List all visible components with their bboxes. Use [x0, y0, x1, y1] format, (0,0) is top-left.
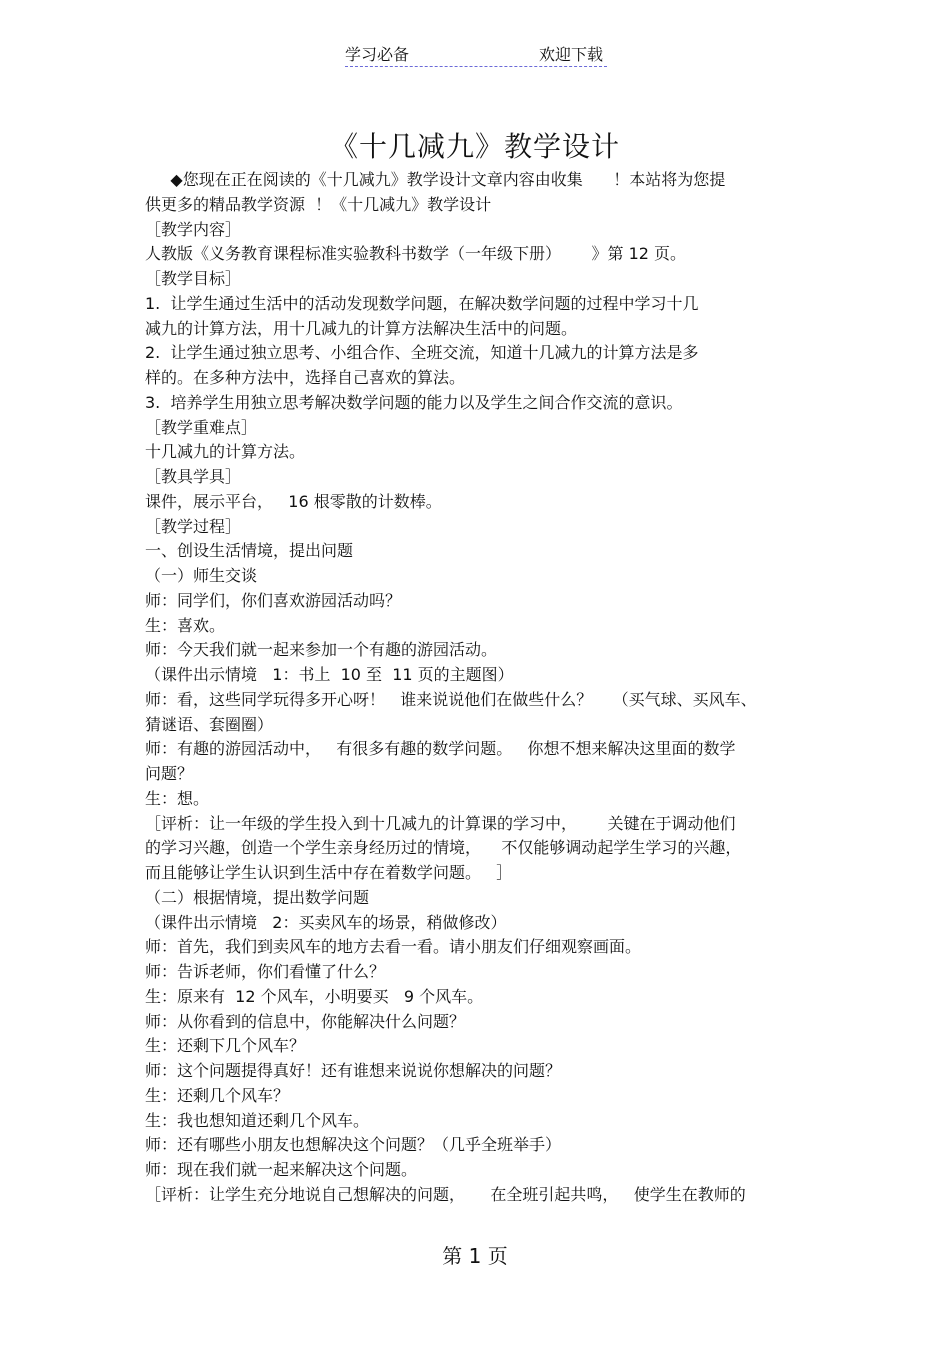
- text-line: 减九的计算方法，用十几减九的计算方法解决生活中的问题。: [145, 318, 578, 338]
- text-line: 供更多的精品教学资源 ！《十几减九》教学设计: [145, 194, 492, 214]
- text-line: 问题？: [145, 764, 194, 783]
- text-line: ［教学重难点］: [145, 417, 258, 437]
- text-line: 而且能够让学生认识到生活中存在着数学问题。 ］: [145, 863, 513, 882]
- text-line: 生：原来有 12 个风车，小明要买 9 个风车。: [145, 986, 484, 1006]
- text-line: （课件出示情境 1：书上 10 至 11 页的主题图）: [145, 665, 514, 684]
- text-line: 师：今天我们就一起来参加一个有趣的游园活动。: [145, 640, 498, 660]
- text-line: ［教学内容］: [145, 219, 242, 239]
- header-left-text: 学习必备: [345, 45, 410, 64]
- text-line: ［教学目标］: [145, 269, 242, 288]
- text-line: 师：告诉老师，你们看懂了什么？: [145, 962, 386, 981]
- text-line: （一）师生交谈: [145, 566, 258, 585]
- text-line: 人教版《义务教育课程标准实验教科书数学（一年级下册） 》第 12 页。: [145, 244, 687, 264]
- text-line: 1. 让学生通过生活中的活动发现数学问题，在解决数学问题的过程中学习十几: [145, 293, 699, 313]
- document-body: [145, 168, 807, 1208]
- text-line: 生：还剩几个风车？: [145, 1085, 290, 1105]
- text-line: 师：有趣的游园活动中， 有很多有趣的数学问题。 你想不想来解决这里面的数学: [145, 739, 736, 759]
- page-header: [345, 40, 607, 67]
- text-line: 2. 让学生通过独立思考、小组合作、全班交流，知道十几减九的计算方法是多: [145, 343, 699, 363]
- text-line: 3. 培养学生用独立思考解决数学问题的能力以及学生之间合作交流的意识。: [145, 392, 683, 412]
- text-line: 十几减九的计算方法。: [145, 442, 306, 462]
- text-line: 师：这个问题提得真好！还有谁想来说说你想解决的问题？: [145, 1061, 562, 1080]
- text-line: 师：还有哪些小朋友也想解决这个问题？（几乎全班举手）: [145, 1135, 562, 1155]
- text-line: ［评析：让一年级的学生投入到十几减九的计算课的学习中， 关键在于调动他们: [145, 813, 736, 833]
- text-line: 师：首先，我们到卖风车的地方去看一看。请小朋友们仔细观察画面。: [145, 937, 642, 957]
- text-line: （课件出示情境 2：买卖风车的场景，稍做修改）: [145, 912, 507, 932]
- text-line: ［评析：让学生充分地说自己想解决的问题， 在全班引起共鸣， 使学生在教师的: [145, 1184, 746, 1204]
- text-line: 课件，展示平台， 16 根零散的计数棒。: [145, 491, 442, 511]
- document-title: 《十几减九》教学设计: [329, 130, 620, 163]
- text-line: 的学习兴趣，创造一个学生亲身经历过的情境， 不仅能够调动起学生学习的兴趣，: [145, 838, 742, 858]
- text-line: 生：想。: [145, 788, 210, 808]
- text-line: 一、创设生活情境，提出问题: [145, 541, 354, 561]
- text-line: 猜谜语、套圈圈）: [145, 714, 274, 734]
- text-line: ［教学过程］: [145, 516, 242, 536]
- text-line: 生：喜欢。: [145, 615, 226, 635]
- header-right-text: 欢迎下载: [538, 45, 603, 64]
- text-line: 师：现在我们就一起来解决这个问题。: [145, 1160, 418, 1179]
- text-line: 师：同学们，你们喜欢游园活动吗？: [145, 590, 402, 610]
- text-line: 师：看，这些同学玩得多开心呀！ 谁来说说他们在做些什么？ （买气球、买风车、: [145, 689, 757, 709]
- text-line: （二）根据情境，提出数学问题: [145, 887, 370, 907]
- text-line: 师：从你看到的信息中，你能解决什么问题？: [145, 1011, 466, 1031]
- text-line: 样的。在多种方法中，选择自己喜欢的算法。: [145, 368, 466, 387]
- page-number: 第 1 页: [442, 1244, 508, 1268]
- text-line: ◆您现在正在阅读的《十几减九》教学设计文章内容由收集 ！本站将为您提: [145, 170, 726, 189]
- text-line: ［教具学具］: [145, 467, 242, 486]
- text-line: 生：我也想知道还剩几个风车。: [145, 1110, 370, 1130]
- text-line: 生：还剩下几个风车？: [145, 1036, 306, 1056]
